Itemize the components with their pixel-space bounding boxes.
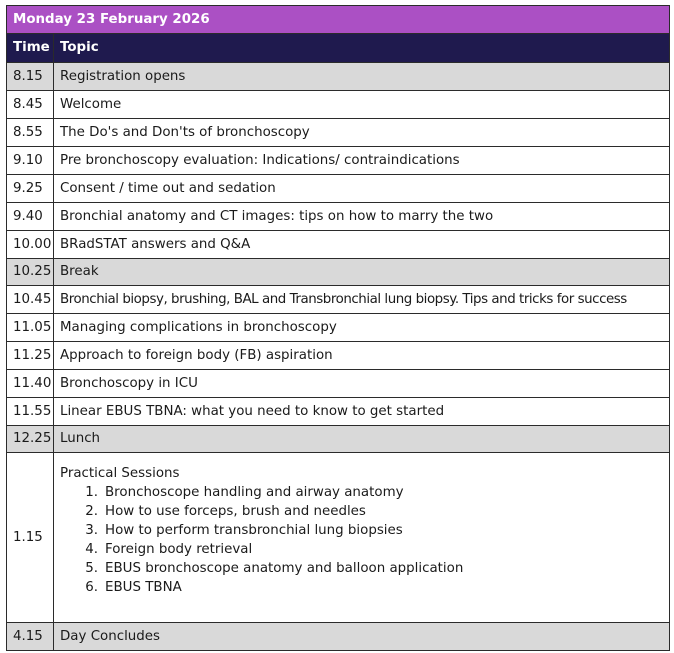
practical-sessions-list — [60, 483, 663, 597]
time-cell: 11.25 — [7, 342, 54, 370]
table-row — [7, 342, 670, 370]
topic-cell: Managing complications in bronchoscopy — [54, 314, 670, 342]
list-item — [60, 540, 663, 559]
list-item-number: 4. — [85, 542, 98, 557]
list-item — [60, 521, 663, 540]
list-item — [60, 559, 663, 578]
table-row — [7, 231, 670, 259]
list-item-number: 2. — [85, 504, 98, 519]
date-heading: Monday 23 February 2026 — [7, 6, 670, 34]
table-row — [7, 398, 670, 426]
time-cell: 11.05 — [7, 314, 54, 342]
table-row — [7, 286, 670, 314]
time-cell: 11.55 — [7, 398, 54, 426]
table-row — [7, 63, 670, 91]
list-item-text: Bronchoscope handling and airway anatomy — [105, 485, 404, 500]
list-item-number: 6. — [85, 580, 98, 595]
table-row — [7, 91, 670, 119]
time-cell: 10.45 — [7, 286, 54, 314]
list-item-number: 1. — [85, 485, 98, 500]
topic-cell: Day Concludes — [54, 623, 670, 651]
list-item-text: EBUS bronchoscope anatomy and balloon application — [105, 561, 464, 576]
topic-cell: Registration opens — [54, 63, 670, 91]
list-item-text: How to perform transbronchial lung biopsies — [105, 523, 403, 538]
time-cell: 8.45 — [7, 91, 54, 119]
time-cell: 12.25 — [7, 426, 54, 453]
table-row — [7, 147, 670, 175]
list-item-number: 3. — [85, 523, 98, 538]
time-cell: 11.40 — [7, 370, 54, 398]
time-cell: 9.40 — [7, 203, 54, 231]
time-cell: 1.15 — [7, 453, 54, 623]
table-row — [7, 119, 670, 147]
agenda-table — [6, 5, 670, 651]
list-item-text: Foreign body retrieval — [105, 542, 253, 557]
column-header-row — [7, 34, 670, 63]
topic-cell: Bronchial anatomy and CT images: tips on how to marry the two — [54, 203, 670, 231]
time-cell: 9.25 — [7, 175, 54, 203]
table-row — [7, 175, 670, 203]
list-item-text: EBUS TBNA — [105, 580, 182, 595]
date-heading-row — [7, 6, 670, 34]
table-row — [7, 623, 670, 651]
list-item-number: 5. — [85, 561, 98, 576]
topic-cell: The Do's and Don'ts of bronchoscopy — [54, 119, 670, 147]
list-item — [60, 578, 663, 597]
topic-cell: Bronchial biopsy, brushing, BAL and Transbronchial lung biopsy. Tips and tricks for success — [54, 286, 670, 314]
table-row — [7, 314, 670, 342]
list-item-text: How to use forceps, brush and needles — [105, 504, 366, 519]
time-cell: 10.00 — [7, 231, 54, 259]
topic-column-header: Topic — [54, 34, 670, 63]
topic-cell: Pre bronchoscopy evaluation: Indications/ contraindications — [54, 147, 670, 175]
time-column-header: Time — [7, 34, 54, 63]
time-cell: 8.15 — [7, 63, 54, 91]
practical-sessions-title: Practical Sessions — [60, 466, 180, 481]
practical-sessions-cell — [54, 453, 670, 623]
table-row — [7, 370, 670, 398]
topic-cell: Bronchoscopy in ICU — [54, 370, 670, 398]
topic-cell: Approach to foreign body (FB) aspiration — [54, 342, 670, 370]
table-row — [7, 203, 670, 231]
list-item — [60, 502, 663, 521]
table-row — [7, 259, 670, 286]
topic-cell: Lunch — [54, 426, 670, 453]
practical-sessions-row — [7, 453, 670, 623]
topic-cell: Break — [54, 259, 670, 286]
list-item — [60, 483, 663, 502]
time-cell: 9.10 — [7, 147, 54, 175]
topic-cell: Linear EBUS TBNA: what you need to know to get started — [54, 398, 670, 426]
topic-cell: BRadSTAT answers and Q&A — [54, 231, 670, 259]
time-cell: 8.55 — [7, 119, 54, 147]
time-cell: 10.25 — [7, 259, 54, 286]
topic-cell: Welcome — [54, 91, 670, 119]
topic-cell: Consent / time out and sedation — [54, 175, 670, 203]
time-cell: 4.15 — [7, 623, 54, 651]
table-row — [7, 426, 670, 453]
